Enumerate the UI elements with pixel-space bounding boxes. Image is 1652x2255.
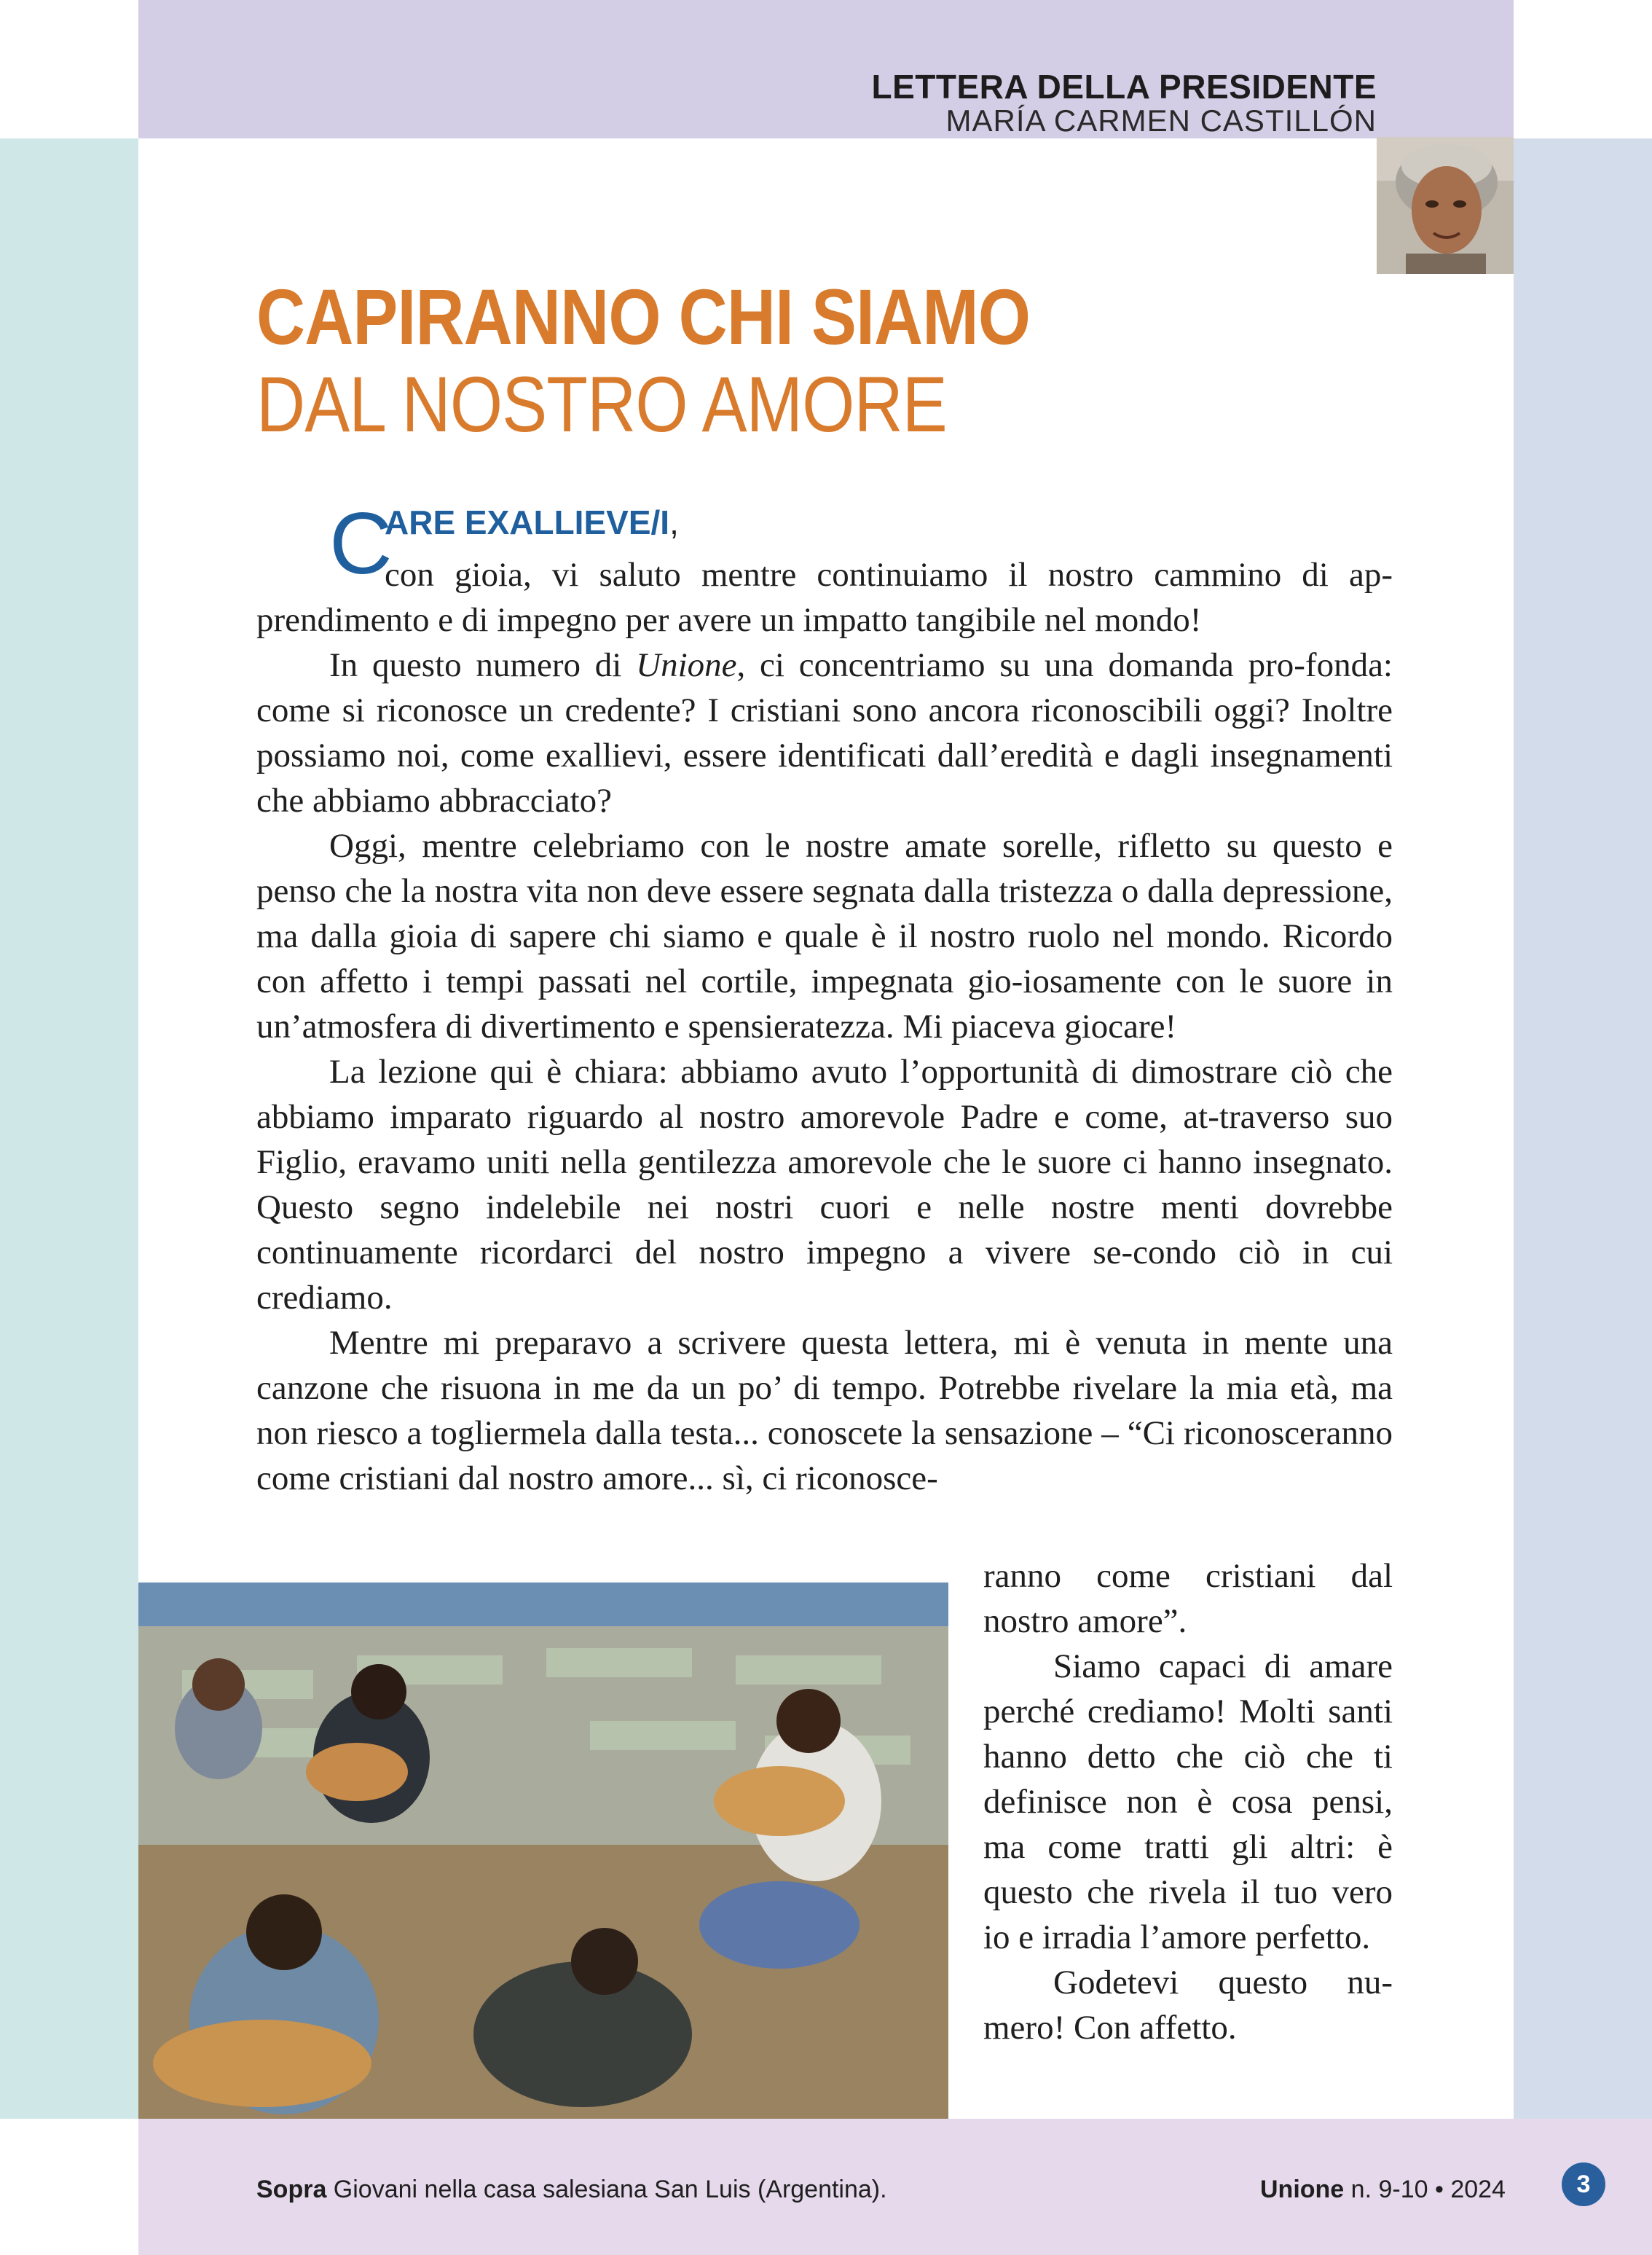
page-margin-top-right xyxy=(1514,0,1652,138)
page-number: 3 xyxy=(1562,2162,1605,2206)
paragraph-2-before: In questo numero di xyxy=(329,646,637,684)
photo-caption xyxy=(256,2176,887,2204)
paragraph-4: La lezione qui è chiara: abbiamo avuto l’opportunità di dimostrare ciò che abbiamo imparato riguardo al nostro amorevole Padre e come, at-traverso suo Figlio, eravamo uniti nella gentilezza amorevole che le suore ci hanno insegnato. Questo segno indelebile nei nostri cuori e nelle nostre menti dovrebbe continuamente ricordarci del nostro impegno a vivere se-condo ciò in cui crediamo. xyxy=(256,1053,1393,1317)
paragraph-7: Godetevi questo nu-mero! Con affetto. xyxy=(983,1964,1393,2047)
salutation xyxy=(385,503,679,542)
paragraph-5-continued: ranno come cristiani dal nostro amore”. xyxy=(983,1557,1393,1640)
paragraph-5: Mentre mi preparavo a scrivere questa lettera, mi è venuta in mente una canzone che risuona in me da un po’ di tempo. Potrebbe rivelare la mia età, ma non riesco a togliermela dalla testa... conoscete la sensazione – “Ci riconosceranno come cristiani dal nostro amore... sì, ci riconosce- xyxy=(256,1324,1393,1497)
paragraph-2 xyxy=(256,643,1393,823)
paragraph-3: Oggi, mentre celebriamo con le nostre amate sorelle, rifletto su questo e penso che la nostra vita non deve essere segnata dalla tristezza o dalla depressione, ma dalla gioia di sapere chi siamo e quale è il nostro ruolo nel mondo. Ricordo con affetto i tempi passati nel cortile, impegnata gio-iosamente con le suore in un’atmosfera di divertimento e spensieratezza. Mi piaceva giocare! xyxy=(256,827,1393,1046)
main-text-column xyxy=(256,597,1393,1501)
article-photo xyxy=(138,1583,948,2119)
page-margin-top-left xyxy=(0,0,138,138)
paragraph-6: Siamo capaci di amare perché crediamo! Molti santi hanno detto che ciò che ti definisce non è cosa pensi, ma come tratti gli altri: è questo che rivela il tuo vero io e irradia l’amore perfetto. xyxy=(983,1647,1393,1956)
caption-text: Giovani nella casa salesiana San Luis (Argentina). xyxy=(326,2176,887,2203)
paragraph-1-rest: prendimento e di impegno per avere un impatto tangibile nel mondo! xyxy=(256,601,1202,639)
drop-cap: C xyxy=(329,495,393,592)
paragraph-2-italic: Unione xyxy=(636,646,737,684)
magazine-name: Unione xyxy=(1260,2176,1345,2203)
salutation-punct: , xyxy=(669,503,679,541)
right-color-strip xyxy=(1514,138,1652,2119)
paragraph-1-first-line: con gioia, vi saluto mentre continuiamo il nostro cammino di ap- xyxy=(385,556,1393,594)
article-title-line-2: DAL NOSTRO AMORE xyxy=(256,360,947,448)
caption-label: Sopra xyxy=(256,2176,327,2203)
article-title-line-1: CAPIRANNO CHI SIAMO xyxy=(256,272,1031,361)
left-color-strip xyxy=(0,138,138,2119)
salutation-text: ARE EXALLIEVE/I xyxy=(385,503,670,541)
issue-number: n. 9-10 • 2024 xyxy=(1344,2176,1506,2203)
section-title: LETTERA DELLA PRESIDENTE xyxy=(871,68,1377,106)
author-portrait xyxy=(1377,137,1514,274)
issue-info xyxy=(1260,2176,1506,2204)
paragraph-2-after: , ci concentriamo su una domanda pro-fonda: come si riconosce un credente? I cristiani sono ancora riconoscibili oggi? Inoltre possiamo noi, come exallievi, essere identificati dall’eredità e dagli insegnamenti che abbiamo abbracciato? xyxy=(256,646,1393,820)
right-text-column xyxy=(983,1553,1393,2050)
page-margin-bottom-left xyxy=(0,2119,138,2255)
author-name: MARÍA CARMEN CASTILLÓN xyxy=(945,103,1377,138)
